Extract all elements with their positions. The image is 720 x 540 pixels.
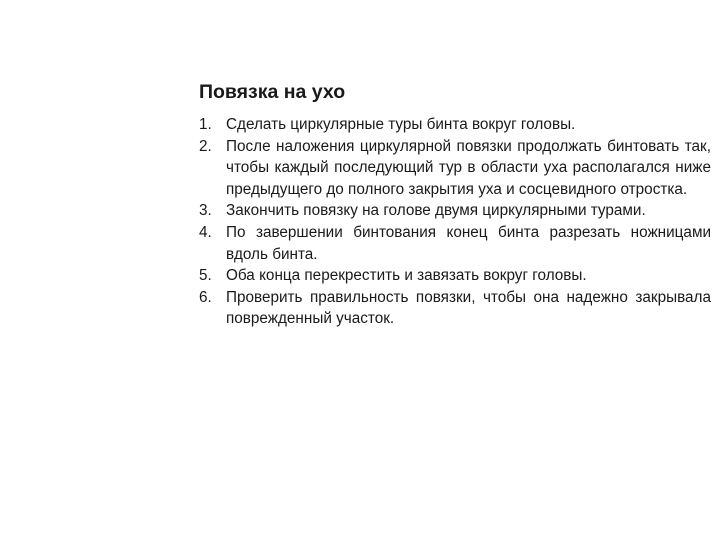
step-number: 5. — [199, 267, 212, 285]
slide-content — [199, 80, 711, 330]
step-text: Оба конца перекрестить и завязать вокруг головы. — [226, 267, 587, 285]
step-number: 1. — [199, 116, 212, 133]
step-item — [199, 222, 711, 265]
step-text: По завершении бинтования конец бинта разрезать ножницами вдоль бинта. — [226, 223, 711, 263]
step-item — [199, 287, 711, 330]
step-text: После наложения циркулярной повязки продолжать бинтовать так, чтобы каждый последующий тур в области уха располагался ниже предыдущего до полного закрытия уха и сосцевидного отростка. — [226, 137, 711, 198]
step-item — [199, 114, 711, 136]
step-number: 6. — [199, 288, 212, 306]
slide-title: Повязка на ухо — [199, 81, 346, 103]
steps-list — [199, 114, 711, 330]
step-text: Проверить правильность повязки, чтобы она надежно закрывала поврежденный участок. — [226, 288, 711, 328]
step-number: 2. — [199, 137, 212, 155]
step-text: Закончить повязку на голове двумя циркулярными турами. — [226, 202, 646, 220]
step-number: 3. — [199, 202, 212, 220]
step-item — [199, 136, 711, 201]
step-item — [199, 265, 711, 287]
step-number: 4. — [199, 223, 212, 241]
step-item — [199, 200, 711, 222]
step-text: Сделать циркулярные туры бинта вокруг головы. — [226, 116, 576, 133]
